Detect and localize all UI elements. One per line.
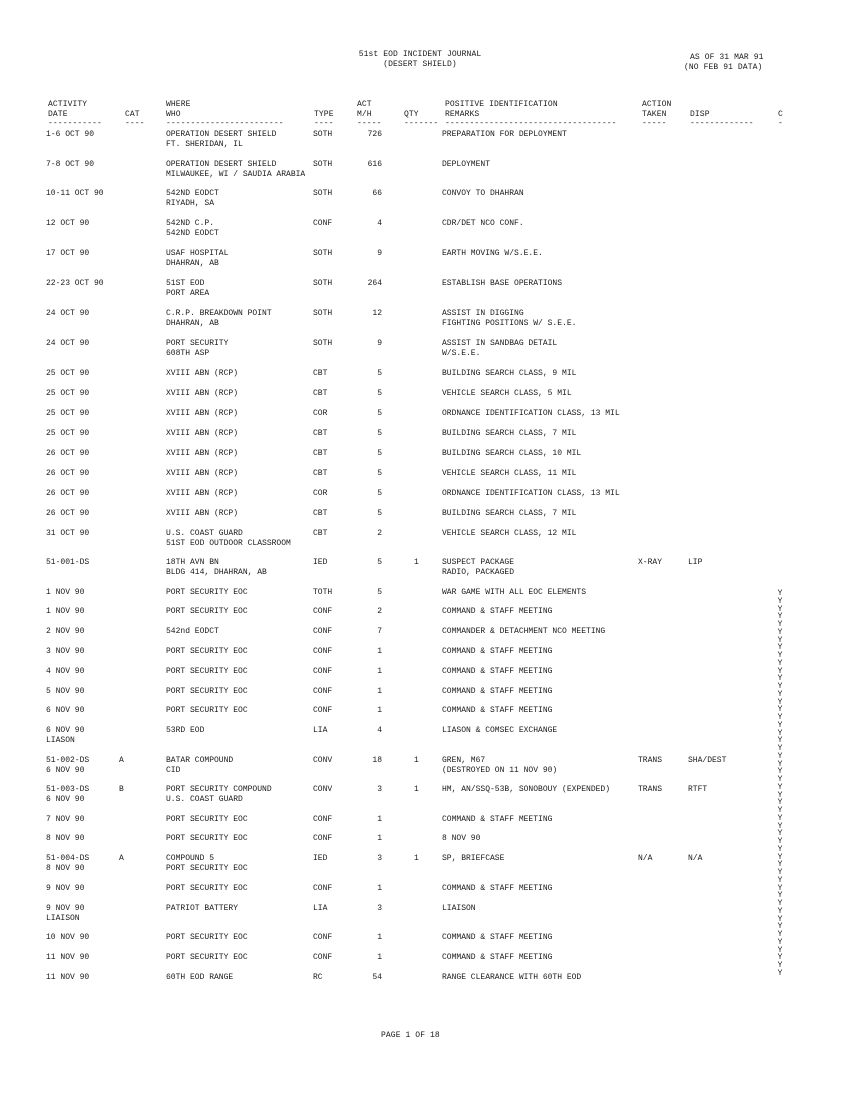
cell-mh: 726 — [367, 130, 382, 139]
cell-rem: CONVOY TO DHAHRAN — [442, 189, 524, 198]
c-flag: Y — [777, 713, 783, 722]
rule-disp: ------------- — [690, 119, 754, 128]
cell-type: CONF — [313, 953, 333, 962]
cell-date: 26 OCT 90 — [46, 489, 90, 498]
cell-who: OPERATION DESERT SHIELD — [166, 130, 277, 139]
col-c: C — [778, 110, 783, 119]
cell-who: PORT SECURITY EOC — [166, 607, 248, 616]
cell-rem: PREPARATION FOR DEPLOYMENT — [442, 130, 567, 139]
cell-rem: SP, BRIEFCASE — [442, 854, 505, 863]
cell-rem: LIASON & COMSEC EXCHANGE — [442, 726, 558, 735]
cell-who2: MILWAUKEE, WI / SAUDIA ARABIA — [166, 170, 306, 179]
c-flag: Y — [777, 945, 783, 955]
cell-rem: WAR GAME WITH ALL EOC ELEMENTS — [442, 588, 587, 597]
cell-type: CONF — [313, 667, 333, 676]
cell-date: 26 OCT 90 — [46, 449, 90, 458]
cell-who2: BLDG 414, DHAHRAN, AB — [166, 568, 267, 577]
cell-who2: CID — [166, 766, 181, 775]
cell-rem: BUILDING SEARCH CLASS, 7 MIL — [442, 429, 577, 438]
c-flag: Y — [777, 651, 783, 660]
cell-mh: 1 — [377, 884, 382, 893]
c-flag: Y — [777, 906, 783, 916]
c-flag: Y — [777, 968, 783, 978]
cell-rem: SUSPECT PACKAGE — [442, 558, 515, 567]
cell-rem: BUILDING SEARCH CLASS, 9 MIL — [442, 369, 577, 378]
cell-rem: COMMAND & STAFF MEETING — [442, 687, 553, 696]
cell-rem2: W/S.E.E. — [442, 349, 481, 358]
cell-date: 10 NOV 90 — [46, 933, 90, 942]
rule-mh: ----- — [357, 119, 382, 128]
cell-type: CONF — [313, 627, 333, 636]
cell-rem: ORDNANCE IDENTIFICATION CLASS, 13 MIL — [442, 489, 620, 498]
cell-type: CBT — [313, 469, 328, 478]
cell-who: BATAR COMPOUND — [166, 756, 234, 765]
col-date: DATE — [48, 110, 68, 119]
cell-rem: COMMAND & STAFF MEETING — [442, 706, 553, 715]
cell-date: 17 OCT 90 — [46, 249, 90, 258]
cell-date2: 6 NOV 90 — [46, 795, 85, 804]
cell-who: XVIII ABN (RCP) — [166, 449, 239, 458]
cell-rem: LIAISON — [442, 904, 476, 913]
data-note: (NO FEB 91 DATA) — [684, 63, 763, 72]
c-flag: Y — [777, 589, 783, 598]
cell-who: XVIII ABN (RCP) — [166, 369, 239, 378]
cell-rem: BUILDING SEARCH CLASS, 7 MIL — [442, 509, 577, 518]
cell-date2: LIAISON — [46, 914, 80, 923]
cell-rem: VEHICLE SEARCH CLASS, 12 MIL — [442, 529, 577, 538]
cell-date: 1-6 OCT 90 — [46, 130, 95, 139]
c-flag: Y — [777, 612, 783, 622]
rule-action: ----- — [642, 119, 667, 128]
rule-qty: ------- — [404, 119, 439, 128]
c-flag: Y — [777, 852, 783, 862]
cell-type: RC — [313, 973, 323, 982]
c-flag: Y — [777, 937, 783, 947]
rule-remarks: ----------------------------------- — [445, 119, 617, 128]
cell-who2: 542ND EODCT — [166, 229, 219, 238]
cell-date: 24 OCT 90 — [46, 309, 90, 318]
cell-who: 53RD EOD — [166, 726, 205, 735]
cell-date: 1 NOV 90 — [46, 607, 85, 616]
cell-date: 6 NOV 90 — [46, 706, 85, 715]
cell-type: IED — [313, 558, 328, 567]
c-flag: Y — [777, 829, 783, 839]
c-flag: Y — [777, 883, 783, 893]
cell-date2: 8 NOV 90 — [46, 864, 85, 873]
cell-rem: BUILDING SEARCH CLASS, 10 MIL — [442, 449, 582, 458]
cell-date: 51-002-DS — [46, 756, 90, 765]
c-flag: Y — [777, 930, 783, 939]
cell-type: SOTH — [313, 189, 333, 198]
cell-mh: 9 — [377, 339, 382, 348]
c-flag: Y — [777, 627, 783, 637]
as-of-date: AS OF 31 MAR 91 — [690, 53, 764, 62]
cell-who2: PORT SECURITY EOC — [166, 864, 248, 873]
cell-qty: 1 — [414, 756, 419, 765]
c-flag: Y — [777, 899, 783, 908]
cell-who2: U.S. COAST GUARD — [166, 795, 243, 804]
cell-who2: FT. SHERIDAN, IL — [166, 140, 243, 149]
cell-type: IED — [313, 854, 328, 863]
col-activity: ACTIVITY — [48, 100, 88, 109]
cell-rem: VEHICLE SEARCH CLASS, 11 MIL — [442, 469, 577, 478]
cell-rem: ORDNANCE IDENTIFICATION CLASS, 13 MIL — [442, 409, 620, 418]
cell-who: PORT SECURITY EOC — [166, 667, 248, 676]
cell-who: PORT SECURITY EOC — [166, 706, 248, 715]
c-flag: Y — [777, 620, 783, 629]
cell-cat: A — [119, 756, 124, 765]
cell-date: 51-001-DS — [46, 558, 90, 567]
c-flag: Y — [777, 720, 783, 730]
cell-who: XVIII ABN (RCP) — [166, 489, 239, 498]
c-flag: Y — [777, 697, 783, 707]
cell-mh: 5 — [377, 558, 382, 567]
cell-rem: 8 NOV 90 — [442, 834, 481, 843]
cell-type: SOTH — [313, 130, 333, 139]
cell-who2: 608TH ASP — [166, 349, 210, 358]
cell-who: PORT SECURITY EOC — [166, 647, 248, 656]
cell-date2: 6 NOV 90 — [46, 766, 85, 775]
cell-date: 12 OCT 90 — [46, 219, 90, 228]
cell-rem: GREN, M67 — [442, 756, 486, 765]
cell-date: 7-8 OCT 90 — [46, 160, 95, 169]
cell-who2: PORT AREA — [166, 289, 210, 298]
cell-date: 25 OCT 90 — [46, 389, 90, 398]
cell-date: 7 NOV 90 — [46, 815, 85, 824]
c-flag: Y — [777, 806, 783, 815]
cell-who: 542ND C.P. — [166, 219, 215, 228]
cell-who2: RIYADH, SA — [166, 199, 215, 208]
cell-action: X-RAY — [638, 558, 663, 567]
cell-date: 11 NOV 90 — [46, 973, 90, 982]
cell-qty: 1 — [414, 558, 419, 567]
cell-type: CONF — [313, 647, 333, 656]
cell-date: 25 OCT 90 — [46, 369, 90, 378]
col-who: WHO — [166, 110, 181, 119]
cell-mh: 18 — [372, 756, 382, 765]
c-flag: Y — [777, 868, 783, 877]
c-flag: Y — [777, 643, 783, 653]
cell-date: 5 NOV 90 — [46, 687, 85, 696]
cell-mh: 1 — [377, 933, 382, 942]
cell-rem: ASSIST IN DIGGING — [442, 309, 524, 318]
cell-who: C.R.P. BREAKDOWN POINT — [166, 309, 272, 318]
cell-who: PORT SECURITY EOC — [166, 953, 248, 962]
col-cat: CAT — [125, 110, 140, 119]
c-flag: Y — [777, 604, 783, 614]
col-type: TYPE — [314, 110, 334, 119]
cell-who: 18TH AVN BN — [166, 558, 219, 567]
cell-date: 26 OCT 90 — [46, 469, 90, 478]
cell-date: 25 OCT 90 — [46, 429, 90, 438]
cell-qty: 1 — [414, 785, 419, 794]
cell-who: PORT SECURITY EOC — [166, 588, 248, 597]
cell-mh: 3 — [377, 785, 382, 794]
c-flag: Y — [777, 658, 783, 668]
cell-mh: 1 — [377, 815, 382, 824]
cell-mh: 5 — [377, 489, 382, 498]
cell-date2: LIASON — [46, 736, 75, 745]
cell-mh: 5 — [377, 449, 382, 458]
c-flag: Y — [777, 666, 783, 676]
cell-who: PATRIOT BATTERY — [166, 904, 239, 913]
cell-disp: N/A — [688, 854, 703, 863]
cell-type: CONF — [313, 815, 333, 824]
cell-date: 22-23 OCT 90 — [46, 279, 104, 288]
cell-rem: COMMAND & STAFF MEETING — [442, 953, 553, 962]
cell-who: PORT SECURITY EOC — [166, 834, 248, 843]
cell-who: PORT SECURITY EOC — [166, 687, 248, 696]
cell-date: 25 OCT 90 — [46, 409, 90, 418]
col-taken: TAKEN — [642, 110, 667, 119]
rule-c: - — [778, 119, 783, 128]
cell-date: 2 NOV 90 — [46, 627, 85, 636]
c-flag: Y — [777, 767, 783, 777]
cell-type: CBT — [313, 369, 328, 378]
cell-type: TOTH — [313, 588, 333, 597]
c-flag: Y — [777, 798, 783, 808]
c-flag: Y — [777, 635, 783, 645]
cell-mh: 4 — [377, 219, 382, 228]
cell-who: XVIII ABN (RCP) — [166, 409, 239, 418]
c-flag: Y — [777, 596, 783, 606]
col-where: WHERE — [166, 100, 191, 109]
cell-disp: LIP — [688, 558, 703, 567]
cell-who: XVIII ABN (RCP) — [166, 509, 239, 518]
cell-type: CBT — [313, 449, 328, 458]
c-flag: Y — [777, 813, 783, 823]
col-act: ACT — [357, 100, 372, 109]
cell-date: 8 NOV 90 — [46, 834, 85, 843]
cell-date: 11 NOV 90 — [46, 953, 90, 962]
journal-subtitle: (DESERT SHIELD) — [383, 60, 457, 69]
cell-type: COR — [313, 489, 328, 498]
cell-who: 51ST EOD — [166, 279, 205, 288]
cell-qty: 1 — [414, 854, 419, 863]
cell-who: 60TH EOD RANGE — [166, 973, 234, 982]
c-flag: Y — [777, 961, 783, 970]
cell-type: SOTH — [313, 249, 333, 258]
journal-title: 51st EOD INCIDENT JOURNAL — [358, 50, 482, 59]
cell-who: 542ND EODCT — [166, 189, 219, 198]
cell-type: CONV — [313, 756, 333, 765]
rule-who: ------------------------ — [166, 119, 284, 128]
c-flag: Y — [777, 844, 783, 854]
cell-rem: COMMAND & STAFF MEETING — [442, 607, 553, 616]
cell-type: COR — [313, 409, 328, 418]
cell-mh: 1 — [377, 667, 382, 676]
cell-mh: 3 — [377, 854, 382, 863]
cell-rem: VEHICLE SEARCH CLASS, 5 MIL — [442, 389, 572, 398]
c-flag: Y — [777, 790, 783, 800]
c-flag: Y — [777, 705, 783, 715]
cell-rem: COMMAND & STAFF MEETING — [442, 647, 553, 656]
cell-mh: 3 — [377, 904, 382, 913]
col-positive-id: POSITIVE IDENTIFICATION — [445, 100, 558, 109]
cell-who2: 51ST EOD OUTDOOR CLASSROOM — [166, 539, 291, 548]
cell-mh: 1 — [377, 834, 382, 843]
cell-type: CBT — [313, 429, 328, 438]
cell-who: OPERATION DESERT SHIELD — [166, 160, 277, 169]
c-column-flags — [774, 590, 786, 978]
cell-date: 51-003-DS — [46, 785, 90, 794]
cell-type: CONF — [313, 884, 333, 893]
c-flag: Y — [777, 775, 783, 784]
cell-date: 24 OCT 90 — [46, 339, 90, 348]
cell-mh: 2 — [377, 607, 382, 616]
cell-action: TRANS — [638, 785, 663, 794]
cell-date: 31 OCT 90 — [46, 529, 90, 538]
cell-disp: RTFT — [688, 785, 708, 794]
cell-rem2: (DESTROYED ON 11 NOV 90) — [442, 766, 558, 775]
c-flag: Y — [777, 782, 783, 792]
cell-who: XVIII ABN (RCP) — [166, 429, 239, 438]
cell-who2: DHAHRAN, AB — [166, 319, 219, 328]
cell-mh: 5 — [377, 469, 382, 478]
cell-rem: RANGE CLEARANCE WITH 60TH EOD — [442, 973, 582, 982]
c-flag: Y — [777, 744, 783, 753]
cell-mh: 5 — [377, 369, 382, 378]
cell-type: CONF — [313, 706, 333, 715]
cell-type: SOTH — [313, 160, 333, 169]
cell-type: LIA — [313, 726, 328, 735]
cell-mh: 5 — [377, 409, 382, 418]
c-flag: Y — [777, 736, 783, 746]
page-number: PAGE 1 OF 18 — [381, 1031, 440, 1040]
rule-type: ---- — [314, 119, 334, 128]
cell-type: CONV — [313, 785, 333, 794]
c-flag: Y — [777, 860, 783, 870]
cell-type: CONF — [313, 687, 333, 696]
cell-mh: 1 — [377, 647, 382, 656]
cell-mh: 1 — [377, 687, 382, 696]
cell-rem: COMMAND & STAFF MEETING — [442, 815, 553, 824]
cell-type: CONF — [313, 933, 333, 942]
cell-type: CBT — [313, 389, 328, 398]
cell-mh: 12 — [372, 309, 382, 318]
cell-who: COMPOUND 5 — [166, 854, 215, 863]
cell-who: 542nd EODCT — [166, 627, 219, 636]
cell-mh: 5 — [377, 588, 382, 597]
cell-cat: B — [119, 785, 124, 794]
cell-rem: COMMANDER & DETACHMENT NCO MEETING — [442, 627, 606, 636]
cell-who: PORT SECURITY EOC — [166, 884, 248, 893]
cell-action: TRANS — [638, 756, 663, 765]
cell-mh: 2 — [377, 529, 382, 538]
c-flag: Y — [777, 821, 783, 831]
c-flag: Y — [777, 875, 783, 885]
cell-rem: ESTABLISH BASE OPERATIONS — [442, 279, 563, 288]
cell-rem: CDR/DET NCO CONF. — [442, 219, 524, 228]
cell-type: CBT — [313, 509, 328, 518]
cell-date: 3 NOV 90 — [46, 647, 85, 656]
cell-date: 4 NOV 90 — [46, 667, 85, 676]
cell-mh: 54 — [372, 973, 382, 982]
cell-mh: 5 — [377, 389, 382, 398]
c-flag: Y — [777, 689, 783, 699]
cell-cat: A — [119, 854, 124, 863]
cell-type: LIA — [313, 904, 328, 913]
cell-date: 9 NOV 90 — [46, 904, 85, 913]
cell-mh: 1 — [377, 953, 382, 962]
c-flag: Y — [777, 837, 783, 846]
cell-action: N/A — [638, 854, 653, 863]
cell-type: SOTH — [313, 279, 333, 288]
cell-who: XVIII ABN (RCP) — [166, 469, 239, 478]
cell-mh: 7 — [377, 627, 382, 636]
cell-date: 10-11 OCT 90 — [46, 189, 104, 198]
cell-who: PORT SECURITY COMPOUND — [166, 785, 272, 794]
c-flag: Y — [777, 751, 783, 761]
cell-who: U.S. COAST GUARD — [166, 529, 243, 538]
cell-who2: DHAHRAN, AB — [166, 259, 219, 268]
c-flag: Y — [777, 728, 783, 738]
col-action: ACTION — [642, 100, 672, 109]
cell-mh: 5 — [377, 509, 382, 518]
cell-rem: COMMAND & STAFF MEETING — [442, 884, 553, 893]
cell-type: SOTH — [313, 339, 333, 348]
cell-rem2: FIGHTING POSITIONS W/ S.E.E. — [442, 319, 577, 328]
col-disp: DISP — [690, 110, 710, 119]
cell-date: 9 NOV 90 — [46, 884, 85, 893]
cell-type: SOTH — [313, 309, 333, 318]
cell-date: 51-004-DS — [46, 854, 90, 863]
c-flag: Y — [777, 922, 783, 932]
c-flag: Y — [777, 891, 783, 901]
rule-date: ----------- — [48, 119, 102, 128]
rule-cat: ---- — [125, 119, 145, 128]
cell-mh: 5 — [377, 429, 382, 438]
cell-mh: 264 — [367, 279, 382, 288]
col-remarks: REMARKS — [445, 110, 480, 119]
cell-type: CONF — [313, 834, 333, 843]
cell-rem: ASSIST IN SANDBAG DETAIL — [442, 339, 558, 348]
c-flag: Y — [777, 914, 783, 924]
cell-mh: 4 — [377, 726, 382, 735]
cell-type: CONF — [313, 219, 333, 228]
c-flag: Y — [777, 759, 783, 769]
c-flag: Y — [777, 682, 783, 691]
cell-rem: EARTH MOVING W/S.E.E. — [442, 249, 543, 258]
cell-type: CBT — [313, 529, 328, 538]
cell-who: XVIII ABN (RCP) — [166, 389, 239, 398]
cell-who: PORT SECURITY EOC — [166, 933, 248, 942]
col-mh: M/H — [357, 110, 372, 119]
col-qty: QTY — [404, 110, 419, 119]
cell-who: USAF HOSPITAL — [166, 249, 229, 258]
cell-who: PORT SECURITY — [166, 339, 229, 348]
cell-date: 6 NOV 90 — [46, 726, 85, 735]
cell-mh: 66 — [372, 189, 382, 198]
cell-mh: 9 — [377, 249, 382, 258]
cell-disp: SHA/DEST — [688, 756, 727, 765]
cell-mh: 616 — [367, 160, 382, 169]
cell-rem: DEPLOYMENT — [442, 160, 491, 169]
cell-mh: 1 — [377, 706, 382, 715]
cell-rem2: RADIO, PACKAGED — [442, 568, 515, 577]
cell-date: 26 OCT 90 — [46, 509, 90, 518]
cell-rem: COMMAND & STAFF MEETING — [442, 933, 553, 942]
cell-who: PORT SECURITY EOC — [166, 815, 248, 824]
cell-rem: HM, AN/SSQ-53B, SONOBOUY (EXPENDED) — [442, 785, 611, 794]
cell-type: CONF — [313, 607, 333, 616]
cell-date: 1 NOV 90 — [46, 588, 85, 597]
c-flag: Y — [777, 953, 783, 963]
cell-rem: COMMAND & STAFF MEETING — [442, 667, 553, 676]
c-flag: Y — [777, 674, 783, 684]
